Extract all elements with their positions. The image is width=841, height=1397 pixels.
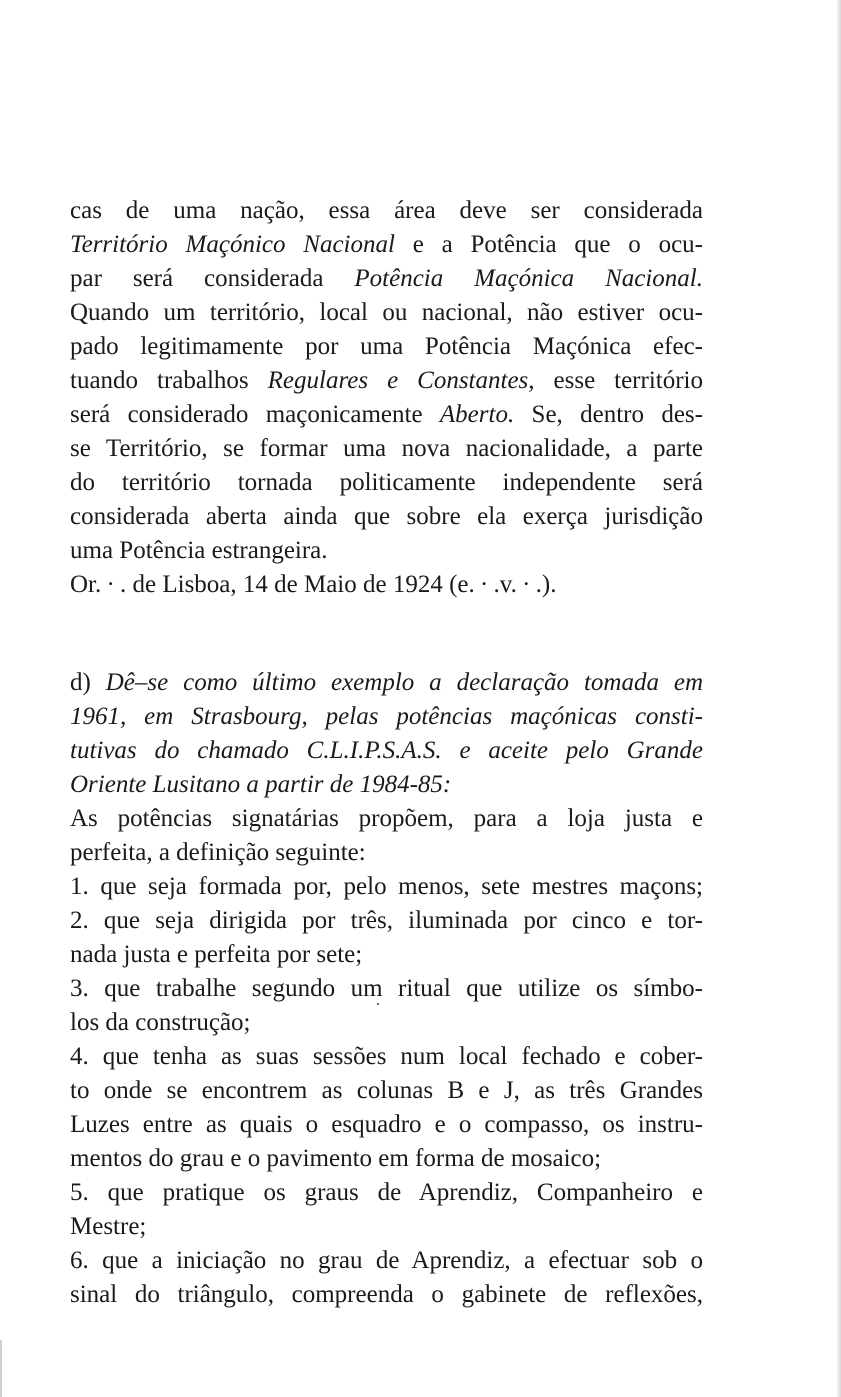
text-line (70, 568, 703, 602)
text-line (70, 296, 703, 330)
text-run: par será considerada (70, 265, 355, 292)
text-run: los da construção; (70, 1009, 251, 1036)
text-line (70, 1108, 703, 1142)
text-line (70, 1074, 703, 1108)
text-run-italic: tutivas do chamado C.L.I.P.S.A.S. e aceite pelo Grande (70, 737, 703, 764)
list-item-1 (70, 870, 703, 904)
text-run: 2. que seja dirigida por três, iluminada por cinco e tor- (70, 907, 703, 934)
text-run: nada justa e perfeita por sete; (70, 941, 363, 968)
text-line (70, 364, 703, 398)
text-run-italic: 1961, em Strasbourg, pelas potências maçónicas consti- (70, 703, 703, 730)
text-run-italic: Oriente Lusitano a partir de 1984-85: (70, 771, 452, 798)
text-run-italic: Potência Maçónica Nacional. (354, 265, 703, 292)
text-line (70, 1278, 703, 1312)
text-line (70, 802, 703, 836)
text-run: perfeita, a definição seguinte: (70, 839, 366, 866)
text-run: uma Potência estrangeira. (70, 537, 328, 564)
text-run-italic: Regulares e Constantes (267, 367, 529, 394)
text-run: pado legitimamente por uma Potência Maçónica efec- (70, 333, 703, 360)
scan-edge-mark (0, 1340, 2, 1397)
text-run: e a Potência que o ocu- (394, 231, 704, 258)
text-line (70, 768, 703, 802)
text-run: to onde se encontrem as colunas B e J, as três Grandes (70, 1077, 703, 1104)
text-run: 6. que a iniciação no grau de Aprendiz, a efectuar sob o (70, 1247, 703, 1274)
text-line (70, 228, 703, 262)
text-run: Luzes entre as quais o esquadro e o compasso, os instru- (70, 1111, 703, 1138)
list-item-3 (70, 972, 703, 1006)
text-line (70, 534, 703, 568)
text-line (70, 734, 703, 768)
list-item-6 (70, 1244, 703, 1278)
text-line (70, 500, 703, 534)
text-run: As potências signatárias propõem, para a loja justa e (70, 805, 703, 832)
text-line (70, 666, 703, 700)
list-item-4 (70, 1040, 703, 1074)
text-run: tuando trabalhos (70, 367, 268, 394)
text-run: , esse território (528, 367, 704, 394)
text-line (70, 194, 703, 228)
text-run: Quando um território, local ou nacional, não estiver ocu- (70, 299, 703, 326)
text-line (70, 700, 703, 734)
text-run: 4. que tenha as suas sessões num local fechado e cober- (70, 1043, 703, 1070)
text-run: 3. que trabalhe segundo um ritual que utilize os símbo- (70, 975, 703, 1002)
text-run-italic: Dê–se como último exemplo a declaração tomada em (105, 669, 703, 696)
text-run-italic: Aberto. (439, 401, 515, 428)
text-run: Mestre; (70, 1213, 147, 1240)
text-run: 1. que seja formada por, pelo menos, sete mestres maçons; (70, 873, 703, 900)
text-line (70, 1006, 703, 1040)
text-line (70, 1142, 703, 1176)
text-run: sinal do triângulo, compreenda o gabinete de reflexões, (70, 1281, 703, 1308)
text-line (70, 262, 703, 296)
text-line (70, 466, 703, 500)
text-run: será considerado maçonicamente (70, 401, 440, 428)
text-run: se Território, se formar uma nova nacionalidade, a parte (70, 435, 703, 462)
text-line (70, 938, 703, 972)
text-run-italic: Território Maçónico Nacional (70, 231, 395, 258)
text-run: do território tornada politicamente independente será (70, 469, 703, 496)
text-run: Se, dentro des- (514, 401, 703, 428)
text-run: 5. que pratique os graus de Aprendiz, Companheiro e (70, 1179, 703, 1206)
scan-edge-shadow (837, 0, 841, 1397)
text-run: Or. ∙ . de Lisboa, 14 de Maio de 1924 (e. ∙ .v. ∙ .). (70, 571, 557, 598)
text-run: d) (70, 669, 106, 696)
list-item-5 (70, 1176, 703, 1210)
text-run: mentos do grau e o pavimento em forma de mosaico; (70, 1145, 602, 1172)
text-line (70, 836, 703, 870)
text-line (70, 432, 703, 466)
text-line (70, 1210, 703, 1244)
list-item-2 (70, 904, 703, 938)
text-run: cas de uma nação, essa área deve ser considerada (70, 197, 703, 224)
text-run: considerada aberta ainda que sobre ela exerça jurisdição (70, 503, 703, 530)
text-line (70, 330, 703, 364)
text-line (70, 398, 703, 432)
